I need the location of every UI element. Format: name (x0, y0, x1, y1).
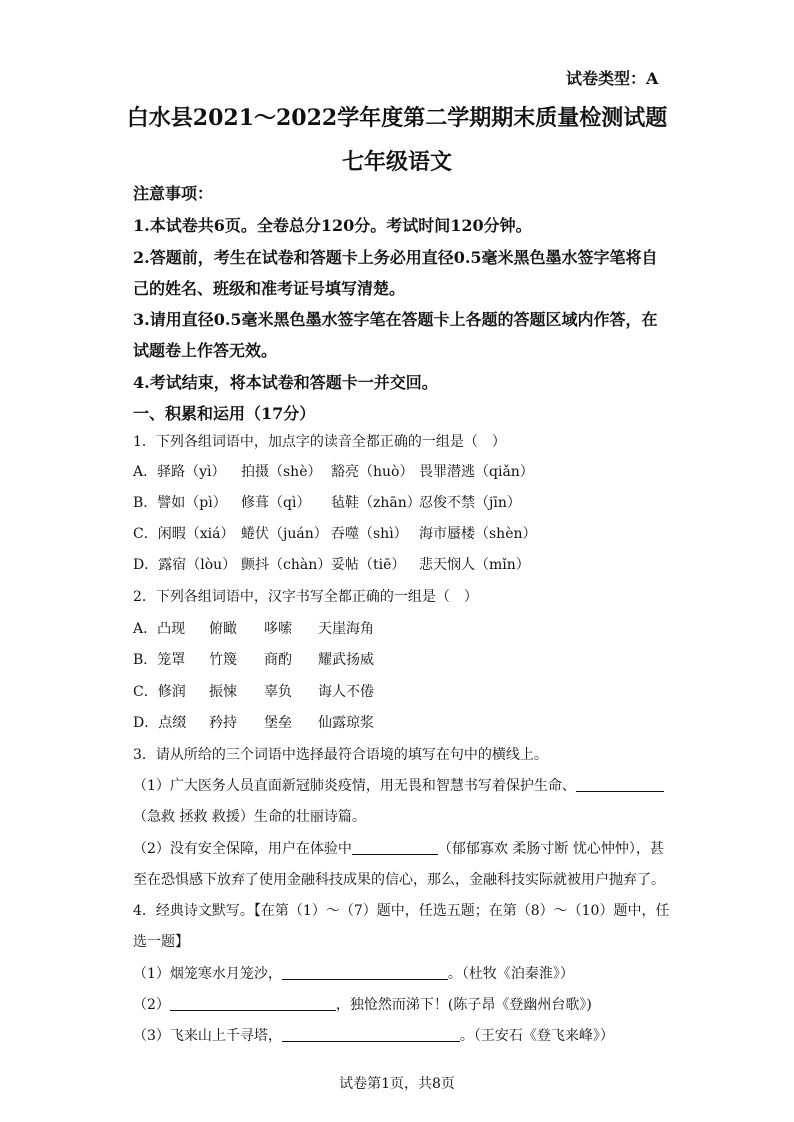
exam-subtitle: 七年级语文 (341, 149, 452, 175)
question-3-stem: 3．请从所给的三个词语中选择最符合语境的填写在句中的横线上。 (133, 747, 548, 763)
option-word: 俯瞰 (209, 621, 237, 637)
answer-blank[interactable] (352, 840, 438, 855)
question-2-option-a (133, 618, 374, 638)
question-2-option-c (133, 681, 374, 701)
option-word: 仙露琼浆 (318, 715, 374, 731)
question-4-line-1 (133, 963, 574, 983)
option-word: 海市蜃楼（shèn） (419, 526, 537, 542)
option-word: 毡鞋（zhān） (331, 495, 421, 511)
exam-title: 白水县2021～2022学年度第二学期期末质量检测试题 (126, 105, 668, 131)
poem-source: 。（王安石《登飞来峰》） (459, 1028, 614, 1044)
poem-text: （2） (133, 997, 170, 1013)
option-word: 修葺（qì） (241, 495, 311, 511)
option-word: 辜负 (264, 684, 292, 700)
option-word: 耀武扬威 (318, 652, 374, 668)
question-3-part-1-cont: （急救 拯救 救援）生命的壮丽诗篇。 (133, 809, 366, 825)
option-word: A．凸现 (133, 621, 186, 637)
option-word: 诲人不倦 (318, 684, 374, 700)
page-footer: 试卷第1页，共8页 (339, 1076, 455, 1092)
question-3-part-1 (133, 775, 664, 795)
option-word: B．笼罩 (133, 652, 186, 668)
poem-source: ，独怆然而涕下！(陈子昂《登幽州台歌》) (335, 997, 592, 1013)
notice-item: 试题卷上作答无效。 (133, 341, 278, 360)
option-word: 商酌 (264, 652, 292, 668)
option-word: 忍俊不禁（jīn） (419, 495, 521, 511)
option-word: C．修润 (133, 684, 186, 700)
question-1-option-a (133, 461, 534, 481)
option-word: 畏罪潜逃（qiǎn） (419, 464, 534, 480)
question-1-option-b (133, 492, 521, 512)
question-2-option-b (133, 649, 374, 669)
question-4-stem: 4．经典诗文默写。【在第（1）～（7）题中，任选五题；在第（8）～（10）题中，任 (133, 903, 670, 919)
option-word: A．驿路（yì） (133, 464, 226, 480)
notice-item: 1.本试卷共6页。全卷总分120分。考试时间120分钟。 (133, 216, 532, 235)
option-word: 天崖海角 (318, 621, 374, 637)
option-word: 豁亮（huò） (331, 464, 414, 480)
answer-blank[interactable] (576, 777, 664, 792)
question-1-option-c (133, 523, 537, 543)
option-word: 哆嗦 (264, 621, 292, 637)
option-word: 拍摄（shè） (241, 464, 322, 480)
question-4-line-2 (133, 994, 592, 1014)
question-2-option-d (133, 712, 374, 732)
answer-blank[interactable] (170, 996, 336, 1011)
option-word: B．譬如（pì） (133, 495, 227, 511)
question-3-part-2 (133, 838, 664, 858)
question-2-stem: 2．下列各组词语中，汉字书写全都正确的一组是（ ） (133, 589, 478, 605)
option-word: 妥帖（tiē） (331, 557, 406, 573)
option-word: D．露宿（lòu） (133, 557, 237, 573)
option-word: 吞噬（shì） (331, 526, 408, 542)
option-word: 竹篾 (209, 652, 237, 668)
sentence-text: （1）广大医务人员直面新冠肺炎疫情，用无畏和智慧书写着保护生命、 (133, 778, 576, 794)
sentence-text: （郁郁寡欢 柔肠寸断 忧心忡忡），甚 (437, 841, 664, 857)
paper-type: 试卷类型：A (566, 69, 659, 88)
question-4-line-3 (133, 1025, 614, 1045)
question-3-part-2-cont: 至在恐惧感下放弃了使用金融科技成果的信心，那么，金融科技实际就被用户抛弃了。 (133, 872, 665, 888)
sentence-text: （2）没有安全保障，用户在体验中 (133, 841, 352, 857)
question-4-stem-cont: 选一题】 (133, 934, 189, 950)
option-word: 颤抖（chàn） (241, 557, 332, 573)
notice-item: 4.考试结束，将本试卷和答题卡一并交回。 (133, 373, 438, 392)
option-word: 振悚 (209, 684, 237, 700)
section-heading: 一、积累和运用（17分） (133, 404, 316, 423)
option-word: 蜷伏（juán） (241, 526, 328, 542)
notice-item: 3.请用直径0.5毫米黑色墨水签字笔在答题卡上各题的答题区域内作答，在 (133, 310, 658, 329)
notice-item: 2.答题前，考生在试卷和答题卡上务必用直径0.5毫米黑色墨水签字笔将自 (133, 248, 658, 267)
poem-source: 。（杜牧《泊秦淮》） (447, 966, 574, 982)
option-word: 堡垒 (264, 715, 292, 731)
option-word: D．点缀 (133, 715, 187, 731)
answer-blank[interactable] (282, 965, 448, 980)
option-word: 矜持 (209, 715, 237, 731)
poem-text: （3）飞来山上千寻塔， (133, 1028, 282, 1044)
option-word: 悲天悯人（mǐn） (419, 557, 530, 573)
notice-heading: 注意事项： (133, 184, 214, 203)
question-1-option-d (133, 554, 530, 574)
poem-text: （1）烟笼寒水月笼沙， (133, 966, 282, 982)
answer-blank[interactable] (282, 1027, 460, 1042)
option-word: C．闲暇（xiá） (133, 526, 235, 542)
notice-item: 己的姓名、班级和准考证号填写清楚。 (133, 279, 406, 298)
question-1-stem: 1．下列各组词语中，加点字的读音全都正确的一组是（ ） (133, 434, 506, 450)
